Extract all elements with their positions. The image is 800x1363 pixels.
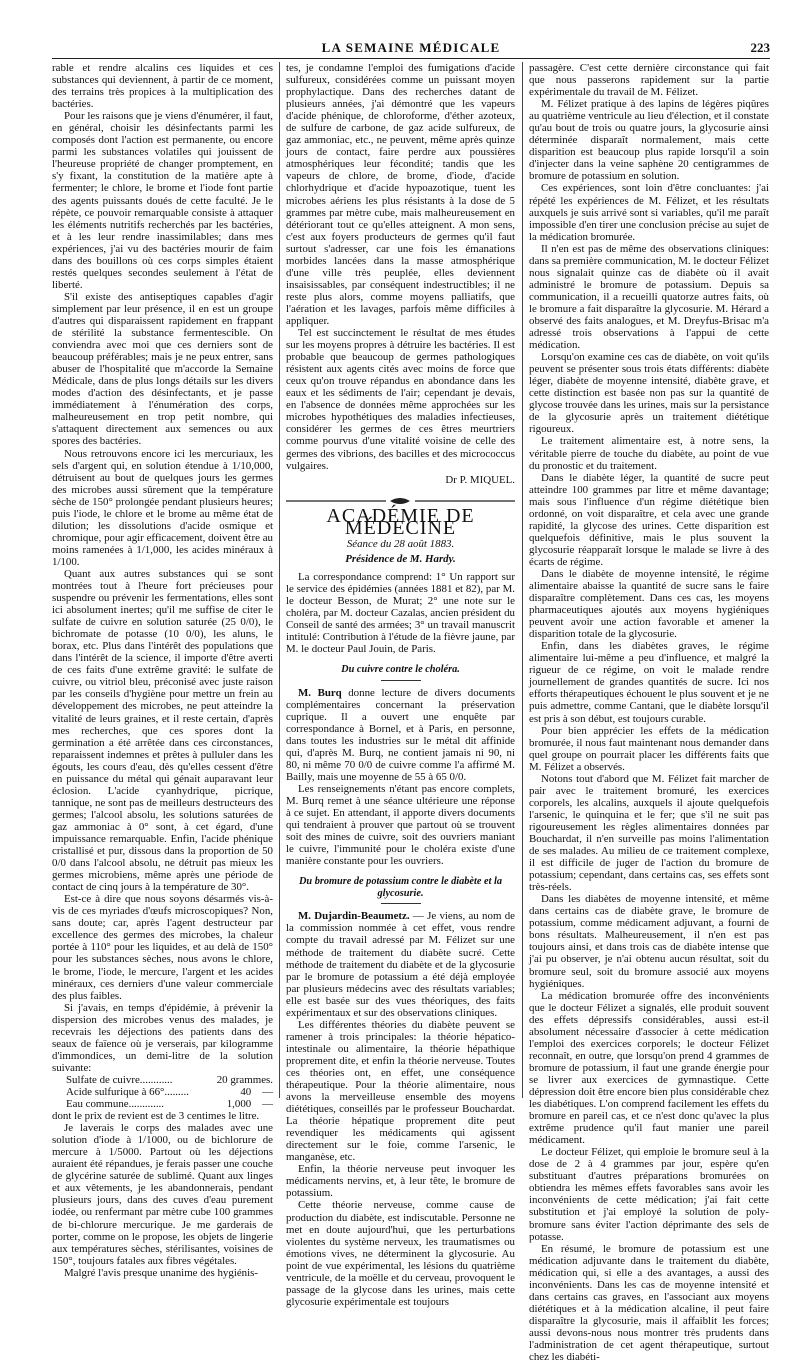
- paragraph: Je laverais le corps des malades avec une solution d'iode à 1/1000, ou de bichlorure de mercure à 1/5000. Partout où les déjections auraient été répandues, je ferais passer une couche de glycérine saturée de sublimé. Quant aux linges et aux vêtements, je les abandonnerais, pendant plusieurs jours, dans des cuves d'eau purement iodée, ou renfermant par mètre cube 100 grammes de bi-chlorure mercurique. Je me garderais de porter, comme on le propose, les objets de lingerie aux températures sèches, stérilisantes, voisines de 150°, toujours fatales aux fibres végétales.: [52, 1122, 273, 1267]
- column-divider: [522, 62, 523, 1098]
- paragraph: [286, 910, 515, 1018]
- section-heading: ACADÉMIE DE MÉDECINE: [326, 504, 475, 539]
- page-number: 223: [750, 40, 770, 55]
- paragraph: Si j'avais, en temps d'épidémie, à prévenir la dispersion des microbes venus des malades, je recevrais les déjections des patients dans des seaux de faïence où je verserais, par kilogramme d'immondices, un demi-litre de la solution suivante:: [52, 1001, 273, 1074]
- column-right: [529, 62, 769, 1363]
- column-divider: [279, 62, 280, 1098]
- author-signature: Dr P. MIQUEL.: [445, 473, 515, 486]
- paragraph: [286, 687, 515, 783]
- paragraph: Notons tout d'abord que M. Félizet fait marcher de pair avec le traitement bromuré, les exercices corporels, les alcalins, auxquels il ajoute quelquefois l'arsenic, le quinquina et le fer; que s'il ne suit pas rigoureusement les règles alimentaires données par Bouchardat, il n'en surveille pas moins l'alimentation de ses malades. Au milieu de ce traitement complexe, il est difficile de juger de l'action du bromure de potassium; cependant, dans certains cas, ses effets sont très-réels.: [529, 772, 769, 894]
- speaker-text: — Je viens, au nom de la commission nommée à cet effet, vous rendre compte du travail adressé par M. Félizet sur une méthode de traitement du diabète sucré. Cette méthode de traitement du diabète et de la glycosurie par le bromure de potassium a été déjà employée par plusieurs médecins avec des résultats variables; elle est basée sur des vues théoriques, des faits expérimentaux et sur des observations cliniques.: [286, 910, 515, 1019]
- paragraph: Ces expériences, sont loin d'être concluantes: j'ai répété les expériences de M. Félizet, et les résultats auxquels je suis arrivé sont si variables, qu'il me paraît impossible d'en tirer une conclusion précise au sujet de la médication bromurée.: [529, 182, 769, 243]
- paragraph: S'il existe des antiseptiques capables d'agir simplement par leur présence, il en est un groupe d'autres qui disparaissent rapidement en frappant de stérilité la substance fermentescible. On conviendra avec moi que ces derniers sont de beaucoup préférables; mais je ne peux entrer, sans abuser de l'hospitalité que m'accorde la Semaine Médicale, dans de plus longs détails sur les divers modes d'action des désinfectants, et je passe immédiatement à l'énumération des corps, malheureusement en trop petit nombre, qui s'attaquent directement aux semences ou aux spores des bactéries.: [52, 290, 273, 448]
- paragraph: rable et rendre alcalins ces liquides et ces substances qui deviennent, à partir de ce moment, des terrains très propices à la multiplication des bactéries.: [52, 62, 273, 111]
- paragraph: Il n'en est pas de même des observations cliniques: dans sa première communication, M. le docteur Félizet nous signalait quinze cas de diabète où il avait administré le bromure de potassium. Depuis sa communication, il a recueilli quatorze autres faits, où le bromure a fait disparaître la glycosurie. M. Hérard a observé des faits analogues, et M. Dreyfus-Brisac m'a adressé trois observations à l'appui de cette médication.: [529, 242, 769, 352]
- substance-name: Acide sulfurique à 66°.........: [66, 1085, 189, 1098]
- paragraph: Enfin, la théorie nerveuse peut invoquer les médicaments nervins, et, à leur tête, le bromure de potassium.: [286, 1163, 515, 1200]
- short-rule: [381, 903, 421, 904]
- paragraph: Cette théorie nerveuse, comme cause de production du diabète, est indiscutable. Personne ne met en doute aujourd'hui, que les perturbations violentes du système nerveux, les traumatismes ou émotions vives, ne déterminent la glycosurie. Au point de vue expérimental, les lésions du quatrième ventricule, de la moëlle et du cerveau, provoquent le passage de la glycose dans les urines, mais cette glycosurie expérimentale est toujours: [286, 1199, 515, 1308]
- paragraph: Enfin, dans les diabètes graves, le régime alimentaire lui-même a peu d'influence, et malgré la rigueur de ce régime, on voit le malade rendre journellement de grandes quantités de sucre. Ici nos efforts thérapeutiques échouent le plus souvent et je ne puis admettre, comme Cantani, que le diabète lorsqu'il est pris à son début, est toujours curable.: [529, 640, 769, 725]
- substance-name: Sulfate de cuivre............: [66, 1073, 173, 1086]
- speaker-name: M. Dujardin-Beaumetz.: [298, 910, 410, 923]
- paragraph: passagère. C'est cette dernière circonstance qui fait que nous passerons rapidement sur la partie expérimentale du travail de M. Félizet.: [529, 62, 769, 99]
- paragraph: tes, je condamne l'emploi des fumigations d'acide sulfureux, considérées comme un puissant moyen prophylactique. Dans des recherches datant de plusieurs années, j'ai démontré que les vapeurs d'acide phénique, de chloroforme, d'éther azoteux, de sulfure de carbone, de gaz acide sulfureux, de gaz ammoniac, etc., ne peuvent, même après quinze jours de contact, faire perdre aux poussières atmosphériques leur fécondité; tandis que les vapeurs de chlore, de brome, d'iode, d'acide chlorhydrique et d'acide hypoazotique, tuent les microbes aériens les plus résistants à la dose de 5 grammes par mètre cube, mais malheureusement en détériorant tout ce qu'elles atteignent. A mon sens, c'est aux foyers producteurs de germes qu'il faut surtout s'adresser, car une fois les émanations morbides lancées dans la masse atmosphérique d'une ville très peuplée, elles deviennent insaisissables, par conséquent indestructibles; il ne reste plus alors, comme moyens palliatifs, que l'aération et les lavages, parfois même difficiles à appliquer.: [286, 62, 515, 327]
- speaker-text: donne lecture de divers documents complémentaires concernant la préservation cuprique. Il a ouvert une enquête par correspondance à Bornel, et à Paris, en personne, dans toutes les industries sur le métal dit affinide qui, d'après M. Burq, ne contient jamais ni 90, ni 80, ni même 70 0/0 de cuivre comme l'a affirmé M. Bailly, mais une moyenne de 55 à 65 0/0.: [286, 686, 515, 783]
- paragraph: M. Félizet pratique à des lapins de légères piqûres au quatrième ventricule au lieu d'élection, et il constate qu'au bout de trois ou quatre jours, la glycosurie ainsi déterminée disparaît normalement, mais cette disparition est beaucoup plus rapide lorsqu'il a soin d'injecter dans la veine saphène 20 centigrammes de bromure de potassium en solution.: [529, 98, 769, 183]
- paragraph: Lorsqu'on examine ces cas de diabète, on voit qu'ils peuvent se présenter sous trois états différents: diabète léger, diabète de moyenne intensité, diabète grave, et cette distinction est basée non pas sur la quantité de glycose trouvée dans les urines, mais sur la persistance de la glycosurie après un traitement diététique rigoureux.: [529, 351, 769, 436]
- paragraph: En résumé, le bromure de potassium est une médication adjuvante dans le traitement du diabète, médication qui, si elle a des avantages, a aussi des inconvénients. Dans les cas de moyenne intensité et dans certains cas graves, en l'associant aux moyens diététiques et à la médication alcaline, il peut faire disparaître la glycosurie, mais il affaiblit les forces; aussi devons-nous nous montrer très prudents dans l'administration de cet agent thérapeutique, surtout chez les diabéti-: [529, 1242, 769, 1363]
- paragraph: Dans le diabète de moyenne intensité, le régime alimentaire abaisse la quantité de sucre sans le faire disparaître complètement. Dans ces cas, les moyens pharmaceutiques ajoutés aux moyens hygiéniques peuvent avoir une action favorable et amener la disparition totale de la glycosurie.: [529, 567, 769, 641]
- substance-amount: 1,000 —: [226, 1098, 273, 1111]
- ornamental-rule: [286, 496, 515, 506]
- presidency-line: Présidence de M. Hardy.: [345, 552, 456, 565]
- speaker-name: M. Burq: [298, 686, 342, 699]
- substance-amount: 20 grammes.: [216, 1073, 273, 1086]
- paragraph: Dans les diabètes de moyenne intensité, et même dans certains cas de diabète grave, le bromure de potassium, comme médicament adjuvant, a fourni de bons résultats. Malheureusement, il n'en est pas toujours ainsi, et dans trois cas de diabète intense que j'ai pu observer, je n'ai obtenu aucun résultat, soit du bromure seul, soit du bromure associé aux moyens hygiéniques.: [529, 893, 769, 990]
- recipe-row: [52, 1074, 273, 1086]
- paragraph: Dans le diabète léger, la quantité de sucre peut atteindre 100 grammes par litre et même davantage; mais sous l'influence d'un régime diététique bien ordonné, on voit disparaître, et cela avec une grande rapidité, la glycose des urines. Cette disparition est quelquefois définitive, mais le plus souvent la glycosurie réapparaît lorsque le malade se livre à des écarts de régime.: [529, 471, 769, 568]
- short-rule: [381, 680, 421, 681]
- paragraph: Est-ce à dire que nous soyons désarmés vis-à-vis de ces myriades d'œufs microscopiques? Non, sans doute; car, après l'agent destructeur par excellence des germes des microbes, la chaleur portée à 110° pour les liquides, et au delà de 150° pour les substances sèches, nous avons le chlore, le brome, l'iode, le mercure, l'argent et les acides minéraux, ces derniers d'une valeur commerciale des plus faibles.: [52, 893, 273, 1002]
- paragraph: Pour les raisons que je viens d'énumérer, il faut, en général, choisir les désinfectants parmi les composés dont l'action est permanente, ou encore parmi les substances volatiles qui jouissent de l'heureuse propriété de changer promptement, en s'y fixant, la constitution de la matière apte à fermenter; le chlore, le brome et l'iode font partie des agents puissants doués de cette faculté. Je le répète, ce pouvoir remarquable consiste à attaquer les éléments nutritifs recherchés par les bactéries, et à les leur rendre inassimilables; dans mes expériences, j'ai vu des bactéries mourir de faim dans des bouillons où ces corps simples étaient restés quelques secondes seulement à l'état de liberté.: [52, 110, 273, 291]
- recipe-row: [52, 1098, 273, 1110]
- paragraph: Le docteur Félizet, qui emploie le bromure seul à la dose de 2 à 4 grammes par jour, espère qu'en substituant d'autres préparations bromurées on obtiendra les mêmes effets favorables sans avoir les inconvénients de cette médication; j'ai fait cette substitution et j'ai employé la solution de poly-bromure sans éviter l'action déprimante des sels de potasse.: [529, 1146, 769, 1243]
- substance-amount: 40 —: [240, 1085, 273, 1098]
- paragraph: Les différentes théories du diabète peuvent se ramener à trois principales: la théorie hépatico-intestinale ou alimentaire, la théorie hépathique proprement dite, et enfin la théorie nerveuse. Toutes ces théories ont, en effet, une conséquence thérapeutique. Pour la théorie alimentaire, nous avons la merveilleuse ensemble des moyens diététiques, conseillés par le professeur Bouchardat. La théorie hépatique proprement dite peut revendiquer les médicaments qui agissent directement sur le foie, comme l'arsenic, le manganèse, etc.: [286, 1018, 515, 1164]
- substance-name: Eau commune.............: [66, 1098, 164, 1111]
- paragraph: Pour bien apprécier les effets de la médication bromurée, il nous faut maintenant nous demander dans quel groupe on pourrait placer les différents faits que M. Félizet a observés.: [529, 724, 769, 773]
- paragraph: Le traitement alimentaire est, à notre sens, la véritable pierre de touche du diabète, au point de vue du pronostic et du traitement.: [529, 435, 769, 472]
- paragraph: Tel est succinctement le résultat de mes études sur les moyens propres à détruire les bactéries. Il est probable que beaucoup de germes pathologiques résistent aux agents cités avec moins de force que ceux qu'on trouve répandus en abondance dans les eaux et les sédiments de l'air; cependant je devais, en l'absence de données même approchées sur les microbes hypothétiques des maladies infectieuses, considérer les germes de ces êtres meurtriers comme pourvus d'une vitalité voisine de celle des germes des vibrions, des bacilles et des micrococcus vulgaires.: [286, 327, 515, 472]
- ornament-divider-icon: [286, 496, 515, 506]
- subsection-title: Du bromure de potassium contre le diabète et la glycosurie.: [298, 876, 503, 899]
- journal-title: LA SEMAINE MÉDICALE: [321, 40, 501, 55]
- paragraph: La correspondance comprend: 1° Un rapport sur le service des épidémies (années 1881 et 82), par M. le docteur Besson, de Murat; 2° une note sur le choléra, par M. docteur Cazalas, ancien président du Conseil de santé des armées; 3° un travail manuscrit intitulé: Contribution à l'étude de la fièvre jaune, par M. le docteur Paul Jouin, de Paris.: [286, 570, 515, 656]
- session-date: Séance du 28 août 1883.: [346, 537, 455, 550]
- paragraph: Quant aux autres substances qui se sont montrées tout à l'heure fort précieuses pour suspendre ou prévenir les fermentations, elles sont ici absolument inertes; qu'il me suffise de citer le sulfate de cuivre en solution saturée (25 0/0), le bichromate de potasse (10 0/0), les aluns, le borax, etc. Plus dans l'intérêt des populations que dans l'intérêt de la science, il importe d'être averti de ces faits d'une extrême gravité: le sulfate de cuivre, ou vitriol bleu, préconisé avec juste raison par les conseils d'hygiène pour mettre un frein au développement des microbes, ne peut atteindre la vitalité de leurs graines, et il reste certain, d'après mes recherches, que ces spores dont la germination a été arrêtée dans ces circonstances, reparaissent indemnes et prêtes à pulluler dans les égouts, les cours d'eau, dès qu'elles cessent d'être en puissance du métal qui génait auparavant leur éclosion. L'acide cyanhydrique, picrique, tannique, ne sont pas de meilleurs destructeurs des germes; l'alcool absolu, les solutions saturées de gaz ammoniac à 0° sont, à cet égard, d'une impuissance remarquable. Enfin, l'acide phénique cristallisé et pur, dissous dans la proportion de 50 0/0 dans l'alcool absolu, ne détruit pas mieux les germes microbiens, même après une période de contact de cinq jours à la température de 30°.: [52, 567, 273, 894]
- paragraph: Malgré l'avis presque unanime des hygiénis-: [64, 1266, 259, 1279]
- recipe-row: [52, 1086, 273, 1098]
- disinfectant-recipe: [52, 1074, 273, 1110]
- paragraph: dont le prix de revient est de 3 centimes le litre.: [52, 1110, 260, 1123]
- paragraph: La médication bromurée offre des inconvénients que le docteur Félizet a signalés, elle produit souvent des effets dépressifs considérables, aussi est-il absolument nécessaire d'associer à cette médication l'emploi des exercices corporels; le docteur Félizet reconnaît, en outre, que lorsqu'on prend 4 grammes de bromure de potassium, il faut une grande énergie pour se livrer aux exercices de gymnastique. Cette dépression doit être encore bien plus considérable chez les diabétiques. L'on comprend facilement les effets du bromure en pareil cas, et ce n'est donc qu'avec la plus extrême prudence qu'il faut manier une pareil médicament.: [529, 989, 769, 1147]
- column-left: [52, 62, 273, 1279]
- subsection-title: Du cuivre contre le choléra.: [341, 664, 460, 676]
- paragraph: Les renseignements n'étant pas encore complets, M. Burq remet à une séance ultérieure une réponse à ce sujet. En attendant, il apporte divers documents qui tendraient à prouver que partout où se trouvent soit des mines de cuivre, soit des ouvriers maniant le cuivre, l'immunité pour le choléra existe d'une manière constante pour les ouvriers.: [286, 783, 515, 868]
- paragraph: Nous retrouvons encore ici les mercuriaux, les sels d'argent qui, en solution étendue à 1/10,000, détruisent au bout de quelques jours les germes des microbes aussi sûrement que la température sèche de 150° prolongée pendant plusieurs heures; puis l'iode, le chlore et le brome au même état de dilution; les dissolutions d'acide osmique et chromique, pour agir efficacement, doivent être au moins ramenées à 1/1,000, les acides minéraux à 1/100.: [52, 447, 273, 568]
- running-header: [52, 40, 770, 59]
- column-middle: [286, 62, 515, 1308]
